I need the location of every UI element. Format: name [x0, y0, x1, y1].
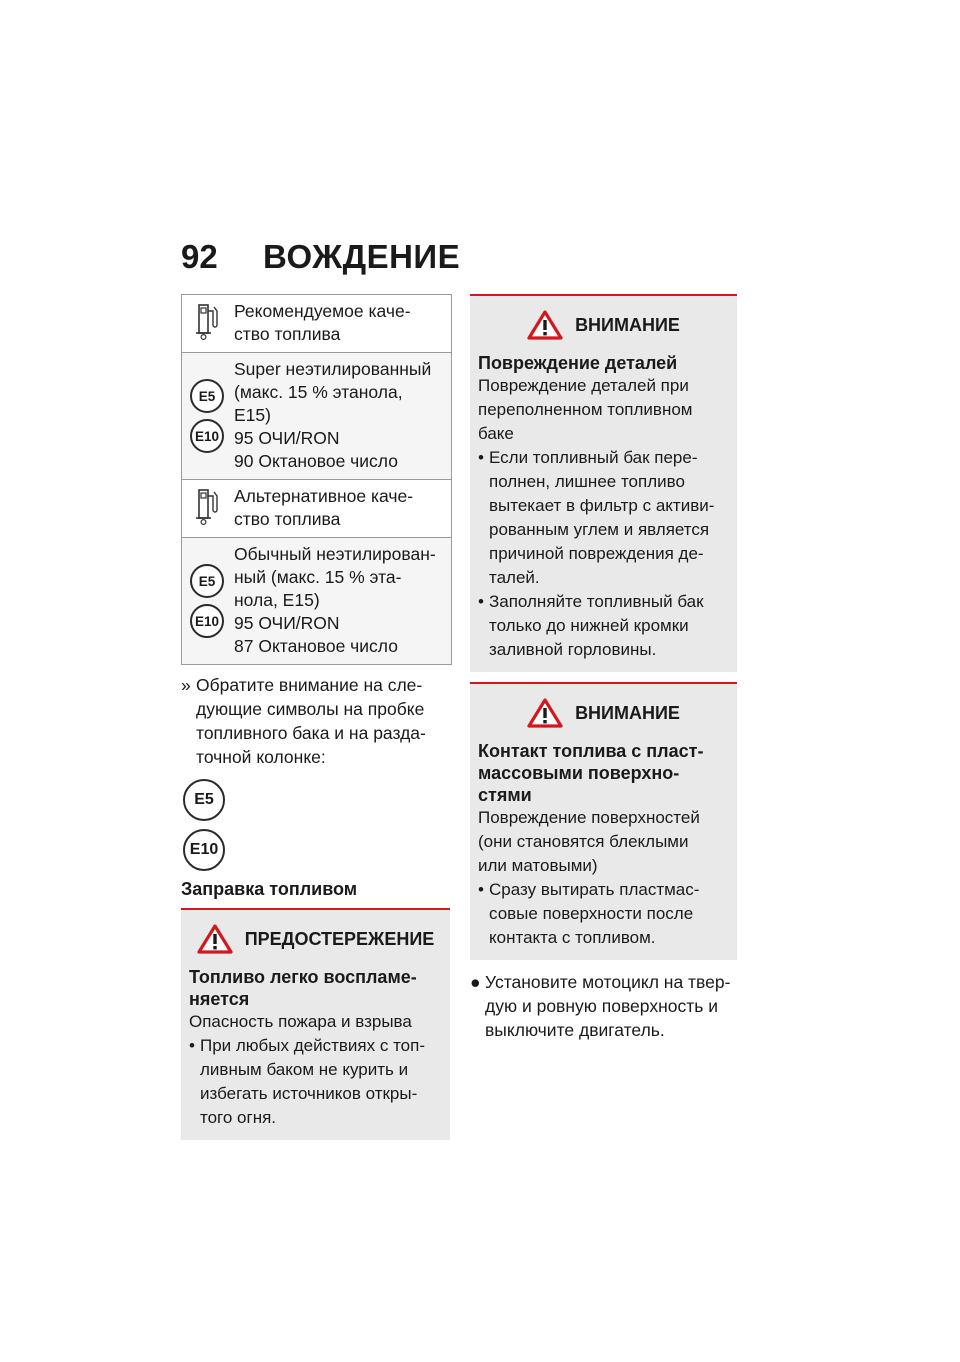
notice-title: ВНИМАНИЕ [575, 314, 680, 335]
warning-triangle-icon [197, 924, 233, 954]
step-text-line: дую и ровную поверхность и [485, 996, 718, 1016]
notice-cause: Повреждение деталей при [478, 376, 689, 395]
notice-bullet [478, 878, 729, 950]
notice-bullet-line: рованным углем и является [489, 520, 710, 539]
fuel-table-line: 90 Октановое число [234, 451, 398, 471]
notice-cause: или матовыми) [478, 856, 598, 875]
notice-cause: (они становятся блеклыми [478, 832, 689, 851]
caution-notice-parts [470, 294, 737, 672]
fuel-table-line: E15) [234, 405, 271, 425]
step-text-line: Установите мотоцикл на твер- [485, 972, 731, 992]
fuel-table-row [182, 295, 451, 353]
fuel-e10-badge: E10 [190, 419, 224, 453]
fuel-table-line: нола, E15) [234, 590, 320, 610]
notice-bullet-line: совые поверхности после [489, 904, 694, 923]
step-line [181, 673, 450, 769]
fuel-e10-badge: E10 [190, 604, 224, 638]
step-marker: ● [470, 972, 481, 992]
notice-subtitle: Повреждение деталей [478, 353, 678, 373]
step-text-line: топливного бака и на разда- [196, 723, 426, 743]
notice-cause: Опасность пожара и взрыва [189, 1012, 412, 1031]
fuel-table-line: Обычный неэтилирован- [234, 544, 436, 564]
warning-triangle-icon [527, 698, 563, 728]
notice-header [189, 924, 442, 954]
fuel-quality-table [181, 294, 452, 665]
step-text [196, 673, 426, 769]
notice-subtitle: няется [189, 989, 250, 1009]
notice-bullet-line: контакта с топливом. [489, 928, 656, 947]
fuel-pump-icon [192, 486, 222, 531]
fuel-e5-badge: E5 [190, 379, 224, 413]
step-text [485, 970, 730, 1042]
step-text-line: точной колонке: [196, 747, 326, 767]
notice-bullet-text [489, 878, 699, 950]
notice-bullet-line: Заполняйте топливный бак [489, 592, 704, 611]
notice-cause: переполненном топливном [478, 400, 693, 419]
bullet-marker: • [478, 880, 484, 899]
notice-subtitle: Контакт топлива с пласт- [478, 741, 704, 761]
fuel-table-line: 95 ОЧИ/RON [234, 428, 340, 448]
instruction-step [181, 673, 450, 769]
fuel-e5-badge: E5 [190, 564, 224, 598]
notice-bullet-line: вытекает в фильтр с активи- [489, 496, 715, 515]
fuel-table-row [182, 480, 451, 538]
page-header [181, 238, 460, 276]
step-text-line: выключите двигатель. [485, 1020, 665, 1040]
notice-title: ПРЕДОСТЕРЕЖЕНИЕ [244, 928, 435, 949]
step-text-line: Обратите внимание на сле- [196, 675, 423, 695]
fuel-table-line: (макс. 15 % этанола, [234, 382, 403, 402]
fuel-table-icon-cell [182, 480, 232, 537]
notice-body [189, 1010, 442, 1130]
left-column [181, 294, 450, 1140]
warning-triangle-icon [527, 310, 563, 340]
notice-subtitle: Топливо легко воспламе- [189, 967, 417, 987]
bullet-marker: • [189, 1036, 195, 1055]
fuel-table-line: Альтернативное каче- [234, 486, 414, 506]
fuel-table-line: Рекомендуемое каче- [234, 301, 411, 321]
notice-bullet-line: избегать источников откры- [200, 1084, 418, 1103]
warning-notice [181, 908, 450, 1140]
fuel-table-text [232, 295, 451, 352]
notice-bullet-line: При любых действиях с топ- [200, 1036, 425, 1055]
chapter-title: ВОЖДЕНИЕ [263, 238, 461, 275]
notice-bullet-line: ливным баком не курить и [200, 1060, 409, 1079]
fuel-table-text [232, 480, 451, 537]
fuel-table-row [182, 538, 451, 665]
notice-bullet-line: того огня. [200, 1108, 277, 1127]
fuel-table-icon-cell [182, 353, 232, 479]
notice-cause: баке [478, 424, 514, 443]
notice-bullet-line: только до нижней кромки [489, 616, 689, 635]
notice-bullet-text [200, 1034, 425, 1130]
fuel-table-row [182, 353, 451, 480]
right-column [470, 294, 737, 1042]
fuel-e5-symbol: E5 [183, 779, 225, 821]
notice-bullet-text [489, 446, 714, 590]
fuel-e10-symbol: E10 [183, 829, 225, 871]
step-text-line: дующие символы на пробке [196, 699, 425, 719]
notice-bullet [478, 446, 729, 590]
fuel-table-line: Super неэтилированный [234, 359, 432, 379]
notice-title: ВНИМАНИЕ [575, 702, 680, 723]
fuel-symbol-list [181, 769, 450, 871]
instruction-step-park [470, 970, 737, 1042]
notice-bullet [189, 1034, 442, 1130]
bullet-marker: • [478, 592, 484, 611]
notice-bullet-line: Сразу вытирать пластмас- [489, 880, 700, 899]
fuel-table-icon-cell [182, 538, 232, 664]
caution-notice-plastic [470, 682, 737, 960]
notice-header [478, 310, 729, 340]
fuel-table-text [232, 353, 451, 479]
notice-bullet-line: талей. [489, 568, 540, 587]
fuel-table-line: 95 ОЧИ/RON [234, 613, 340, 633]
fuel-table-text [232, 538, 451, 664]
fuel-table-line: 87 Октановое число [234, 636, 398, 656]
notice-body [478, 374, 729, 662]
bullet-marker: • [478, 448, 484, 467]
fuel-table-icon-cell [182, 295, 232, 352]
fuel-table-line: ный (макс. 15 % эта- [234, 567, 402, 587]
notice-bullet-line: причиной повреждения де- [489, 544, 704, 563]
notice-bullet [478, 590, 729, 662]
fuel-table-line: ство топлива [234, 324, 341, 344]
notice-cause: Повреждение поверхностей [478, 808, 700, 827]
fuel-pump-icon [192, 301, 222, 346]
fuel-table-line: ство топлива [234, 509, 341, 529]
notice-bullet-line: полнен, лишнее топливо [489, 472, 685, 491]
page-number: 92 [181, 238, 218, 275]
step-line [470, 970, 737, 1042]
notice-subtitle: стями [478, 785, 532, 805]
notice-bullet-text [489, 590, 704, 662]
notice-body [478, 806, 729, 950]
section-title: Заправка топливом [181, 879, 358, 899]
notice-bullet-line: Если топливный бак пере- [489, 448, 698, 467]
notice-bullet-line: заливной горловины. [489, 640, 657, 659]
notice-subtitle: массовыми поверхно- [478, 763, 680, 783]
notice-header [478, 698, 729, 728]
step-marker: » [181, 675, 191, 695]
